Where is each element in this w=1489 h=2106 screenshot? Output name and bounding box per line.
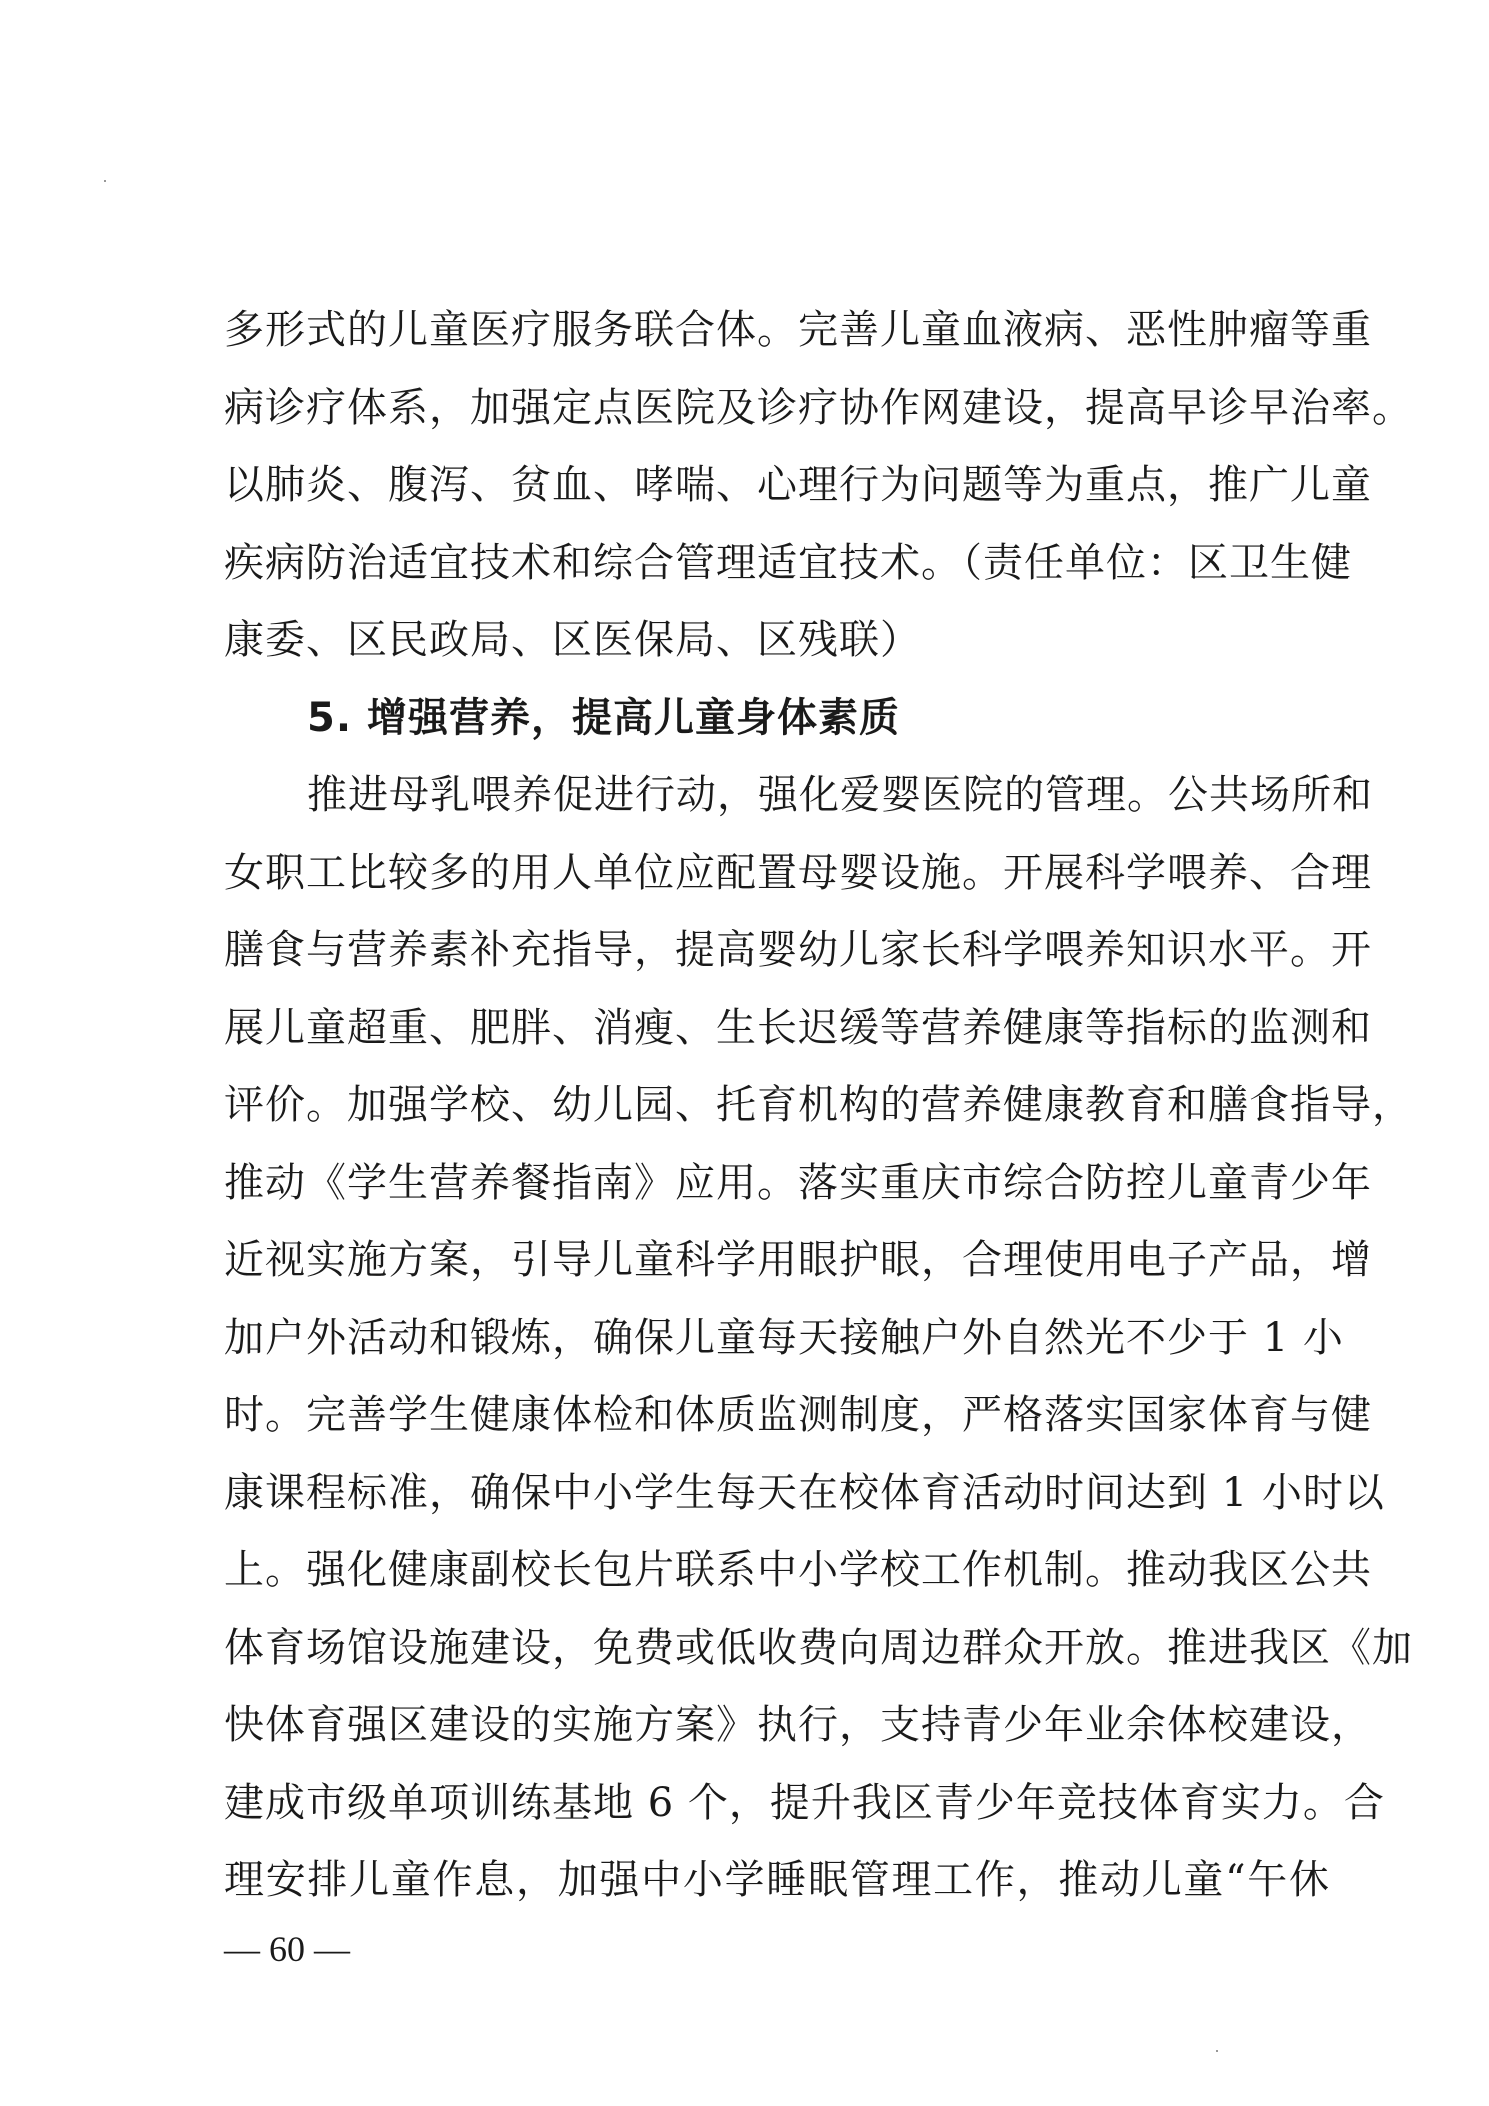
text-line: 快体育强区建设的实施方案》执行，支持青少年业余体校建设， bbox=[224, 1702, 1372, 1748]
text-line: 加户外活动和锻炼，确保儿童每天接触户外自然光不少于 1 小 bbox=[224, 1314, 1344, 1361]
text-line: 建成市级单项训练基地 6 个，提升我区青少年竞技体育实力。合 bbox=[224, 1779, 1385, 1826]
text-line: 以肺炎、腹泻、贫血、哮喘、心理行为问题等为重点，推广儿童 bbox=[224, 462, 1372, 508]
text-line: 康委、区民政局、区医保局、区残联） bbox=[224, 617, 921, 663]
text-line: 理安排儿童作息，加强中小学睡眠管理工作，推动儿童“午休 bbox=[224, 1857, 1330, 1903]
document-body bbox=[224, 292, 1413, 1920]
text-line: 时。完善学生健康体检和体质监测制度，严格落实国家体育与健 bbox=[224, 1392, 1372, 1438]
text-line: 疾病防治适宜技术和综合管理适宜技术。（责任单位：区卫生健 bbox=[224, 539, 1352, 586]
page-number: — 60 — bbox=[224, 1929, 350, 1969]
text-line: 近视实施方案，引导儿童科学用眼护眼，合理使用电子产品，增 bbox=[224, 1237, 1372, 1283]
text-line: 病诊疗体系，加强定点医院及诊疗协作网建设，提高早诊早治率。 bbox=[224, 384, 1413, 431]
text-line: 推进母乳喂养促进行动，强化爱婴医院的管理。公共场所和 bbox=[307, 772, 1373, 818]
text-line: 体育场馆设施建设，免费或低收费向周边群众开放。推进我区《加 bbox=[224, 1624, 1413, 1671]
scan-speck bbox=[1216, 2050, 1218, 2052]
text-line: 膳食与营养素补充指导，提高婴幼儿家长科学喂养知识水平。开 bbox=[224, 927, 1372, 973]
text-line: 展儿童超重、肥胖、消瘦、生长迟缓等营养健康等指标的监测和 bbox=[224, 1004, 1372, 1051]
text-line: 女职工比较多的用人单位应配置母婴设施。开展科学喂养、合理 bbox=[224, 849, 1372, 896]
text-line: 推动《学生营养餐指南》应用。落实重庆市综合防控儿童青少年 bbox=[224, 1159, 1372, 1206]
section-heading: 5. 增强营养，提高儿童身体素质 bbox=[307, 694, 900, 741]
text-line: 康课程标准，确保中小学生每天在校体育活动时间达到 1 小时以 bbox=[224, 1469, 1385, 1516]
text-line: 上。强化健康副校长包片联系中小学校工作机制。推动我区公共 bbox=[224, 1547, 1372, 1593]
scan-speck bbox=[104, 180, 106, 182]
text-line: 评价。加强学校、幼儿园、托育机构的营养健康教育和膳食指导， bbox=[224, 1082, 1413, 1128]
text-line: 多形式的儿童医疗服务联合体。完善儿童血液病、恶性肿瘤等重 bbox=[224, 307, 1372, 353]
